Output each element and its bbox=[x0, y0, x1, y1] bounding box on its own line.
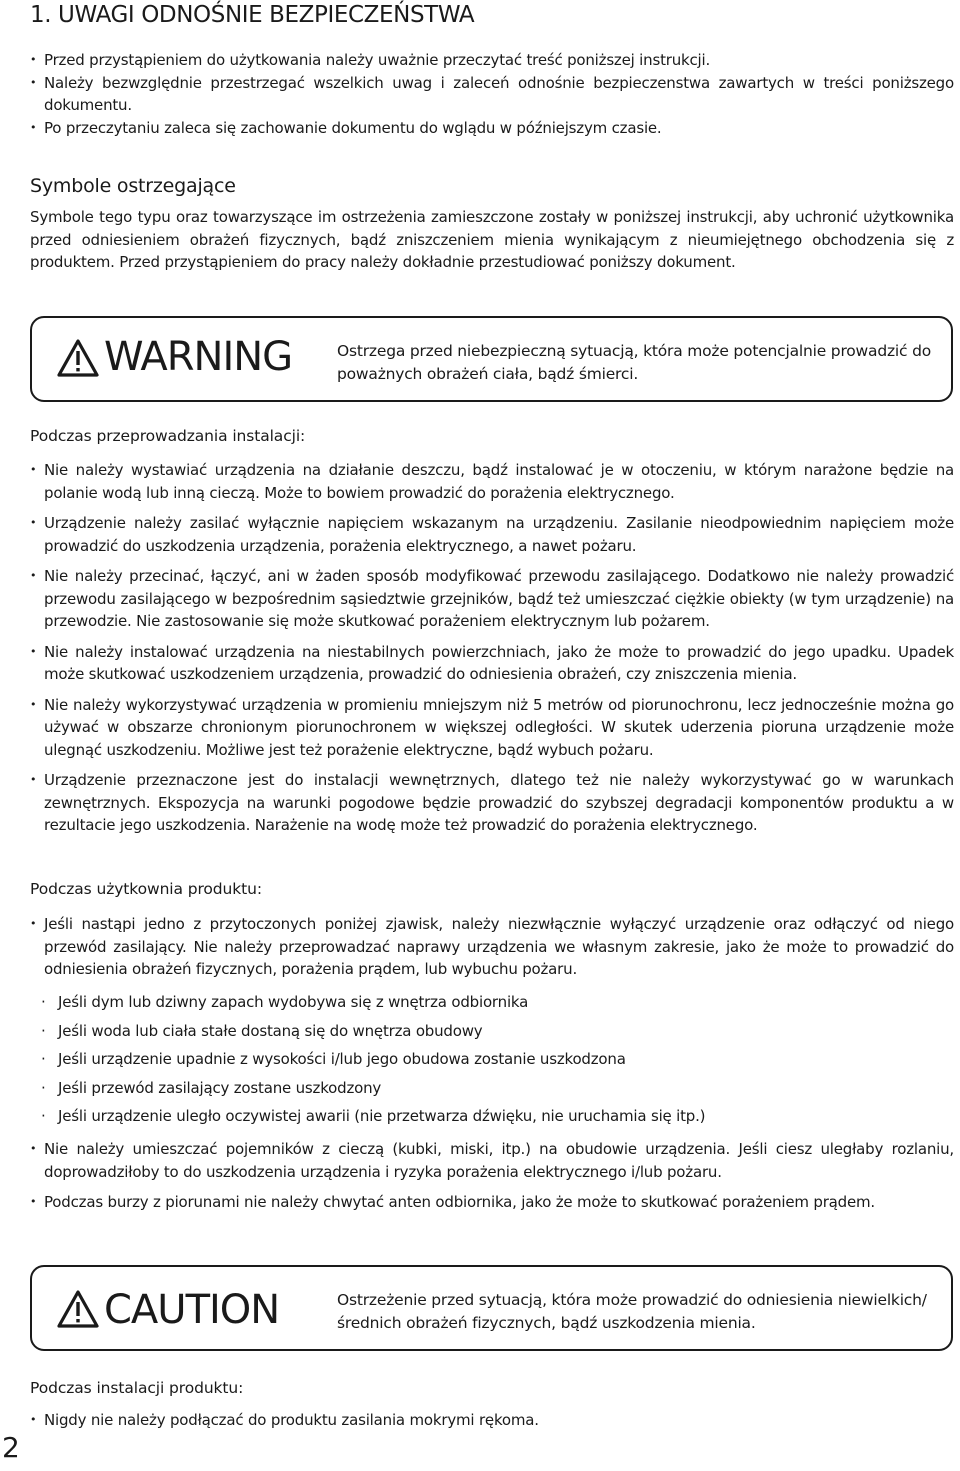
installation-list bbox=[30, 459, 954, 837]
installation-heading: Podczas przeprowadzania instalacji: bbox=[30, 427, 306, 445]
page-number: 2 bbox=[2, 1431, 20, 1464]
list-item: • Należy bezwzględnie przestrzegać wszelkich uwag i zaleceń odnośnie bezpieczenstwa zawartych w treści poniższego dokumentu. bbox=[30, 72, 954, 117]
list-item: • Przed przystąpieniem do użytkowania należy uważnie przeczytać treść poniższej instrukcji. bbox=[30, 49, 954, 72]
section-heading: 1. UWAGI ODNOŚNIE BEZPIECZEŃSTWA bbox=[30, 2, 475, 28]
list-item: • Podczas burzy z piorunami nie należy chwytać anten odbiornika, jako że może to skutkować porażeniem prądem. bbox=[30, 1191, 954, 1214]
symbols-paragraph: Symbole tego typu oraz towarzyszące im ostrzeżenia zamieszczone zostały w poniższej instrukcji, aby uchronić użytkownika przed odniesieniem obrażeń fizycznych, bądź zniszczeniem mienia wynikającym z nieumiejętnego obchodzenia się z produktem. Przed przystąpieniem do pracy należy dokładnie przestudiować poniższy dokument. bbox=[30, 208, 954, 271]
caution-box bbox=[30, 1265, 953, 1351]
list-item: • Urządzenie przeznaczone jest do instalacji wewnętrznych, dlatego też nie należy wykorzystywać go w warunkach zewnętrznych. Ekspozycja na warunki pogodowe będzie prowadzić do szybszej degradacji komponentów produktu a w rezultacie jego uszkodzenia. Narażenie na wodę może też prowadzić do porażenia elektrycznego. bbox=[30, 769, 954, 837]
warning-triangle-icon bbox=[56, 338, 100, 378]
list-item: • Nie należy przecinać, łączyć, ani w żaden sposób modyfikować przewodu zasilającego. Dodatkowo nie należy prowadzić przewodu zasilającego w bezpośrednim sąsiedztwie grzejników, bądź też umieszczać ciężkie obiekty (w tym urządzenie) na przewodzie. Nie zastosowanie się może skutkować porażeniem elektrycznym lub pożarem. bbox=[30, 565, 954, 633]
warning-description: Ostrzega przed niebezpieczną sytuacją, która może potencjalnie prowadzić do poważnych obrażeń ciała, bądź śmierci. bbox=[337, 342, 931, 383]
list-item: · Jeśli urządzenie upadnie z wysokości i/lub jego obudowa zostanie uszkodzona bbox=[30, 1048, 954, 1071]
list-item: • Po przeczytaniu zaleca się zachowanie dokumentu do wglądu w późniejszym czasie. bbox=[30, 117, 954, 140]
warning-box bbox=[30, 316, 953, 402]
symbols-title: Symbole ostrzegające bbox=[30, 175, 236, 197]
list-item: · Jeśli dym lub dziwny zapach wydobywa się z wnętrza odbiornika bbox=[30, 991, 954, 1014]
list-item: · Jeśli urządzenie uległo oczywistej awarii (nie przetwarza dźwięku, nie uruchamia się itp.) bbox=[30, 1105, 954, 1128]
warning-label: WARNING bbox=[104, 334, 293, 380]
list-item: • Nigdy nie należy podłączać do produktu zasilania mokrymi rękoma. bbox=[30, 1409, 954, 1432]
list-item: • Nie należy umieszczać pojemników z cieczą (kubki, miski, itp.) na obudowie urządzenia. Jeśli ciesz uległaby rozlaniu, doprowadziłoby to do uszkodzenia urządzenia i ryzyka porażenia elektrycznego i/lub pożaru. bbox=[30, 1138, 954, 1183]
usage-heading: Podczas użytkownia produktu: bbox=[30, 880, 262, 898]
usage-conditions-list bbox=[30, 991, 954, 1128]
list-item: • Nie należy wykorzystywać urządzenia w promieniu mniejszym niż 5 metrów od piorunochronu, lecz jednocześnie można go używać w obszarze chronionym piorunochronem w większej odległości. W skutek uderzenia pioruna urządzenie może ulegnąć uszkodzeniu. Możliwe jest też porażenie elektryczne, bądź wybuch pożaru. bbox=[30, 694, 954, 762]
caution-label: CAUTION bbox=[104, 1287, 280, 1333]
product-install-heading: Podczas instalacji produktu: bbox=[30, 1379, 244, 1397]
list-item: • Urządzenie należy zasilać wyłącznie napięciem wskazanym na urządzeniu. Zasilanie nieodpowiednim napięciem może prowadzić do uszkodzenia urządzenia, porażenia elektrycznego, a nawet pożaru. bbox=[30, 512, 954, 557]
usage-lead-list bbox=[30, 913, 954, 981]
intro-list bbox=[30, 49, 954, 139]
list-item: • Nie należy instalować urządzenia na niestabilnych powierzchniach, jako że może to prowadzić do jego upadku. Upadek może skutkować uszkodzeniem urządzenia, prowadzić do odniesienia obrażeń, czy zniszczenia mienia. bbox=[30, 641, 954, 686]
usage-list bbox=[30, 1138, 954, 1214]
list-item: · Jeśli woda lub ciała stałe dostaną się do wnętrza obudowy bbox=[30, 1020, 954, 1043]
product-install-list bbox=[30, 1409, 954, 1432]
caution-description: Ostrzeżenie przed sytuacją, która może prowadzić do odniesienia niewielkich/średnich obrażeń fizycznych, bądź uszkodzenia mienia. bbox=[337, 1291, 927, 1332]
list-item: • Nie należy wystawiać urządzenia na działanie deszczu, bądź instalować je w otoczeniu, w którym narażone będzie na polanie wodą lub inną cieczą. Może to bowiem prowadzić do porażenia elektrycznego. bbox=[30, 459, 954, 504]
caution-triangle-icon bbox=[56, 1289, 100, 1329]
list-item: • Jeśli nastąpi jedno z przytoczonych poniżej zjawisk, należy niezwłącznie wyłączyć urządzenie oraz odłączyć od niego przewód zasilający. Nie należy przeprowadzać naprawy urządzenia we własnym zakresie, jako że może to prowadzić do odniesienia obrażeń fizycznych, porażenia prądem, lub wybuchu pożaru. bbox=[30, 913, 954, 981]
list-item: · Jeśli przewód zasilający zostane uszkodzony bbox=[30, 1077, 954, 1100]
